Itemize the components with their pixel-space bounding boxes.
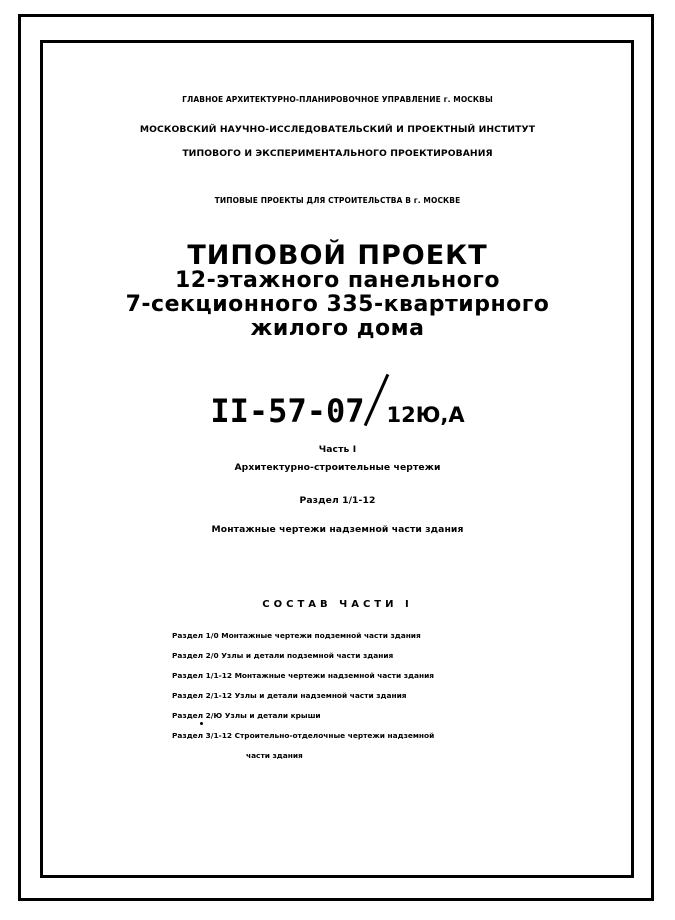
title-line-1: 12-этажного панельного — [175, 268, 500, 293]
section-name: Монтажные чертежи надземной части здания — [211, 524, 464, 535]
institute-line-1: МОСКОВСКИЙ НАУЧНО-ИССЛЕДОВАТЕЛЬСКИЙ И ПРОЕКТНЫЙ ИНСТИТУТ — [139, 124, 536, 135]
project-code-number: II-57-07 — [210, 392, 365, 430]
institute-line-2: ТИПОВОГО И ЭКСПЕРИМЕНТАЛЬНОГО ПРОЕКТИРОВАНИЯ — [182, 148, 493, 159]
composition-item: части здания — [246, 751, 303, 760]
title-line-2: 7-секционного 335-квартирного — [125, 292, 550, 317]
composition-item: Раздел 3/1-12 Строительно-отделочные чертежи надземной — [172, 731, 435, 740]
project-code — [0, 378, 675, 430]
composition-title: СОСТАВ ЧАСТИ I — [262, 599, 413, 610]
project-code-suffix: 12Ю,А — [386, 403, 465, 427]
composition-item: Раздел 1/0 Монтажные чертежи подземной части здания — [172, 631, 421, 640]
series-line: ТИПОВЫЕ ПРОЕКТЫ ДЛЯ СТРОИТЕЛЬСТВА В г. МОСКВЕ — [214, 196, 461, 205]
slash-divider — [365, 378, 387, 428]
part-name: Архитектурно-строительные чертежи — [234, 462, 441, 473]
page-title: ТИПОВОЙ ПРОЕКТ — [187, 240, 488, 271]
title-line-3: жилого дома — [250, 316, 425, 341]
section-label: Раздел 1/1-12 — [299, 495, 376, 506]
composition-item: Раздел 2/1-12 Узлы и детали надземной части здания — [172, 691, 407, 700]
composition-item: Раздел 2/Ю Узлы и детали крыши — [172, 711, 321, 720]
composition-item: Раздел 2/0 Узлы и детали подземной части здания — [172, 651, 394, 660]
mark-dot — [200, 722, 203, 725]
composition-item: Раздел 1/1-12 Монтажные чертежи надземной части здания — [172, 671, 434, 680]
part-label: Часть I — [318, 444, 357, 455]
inner-frame — [40, 40, 634, 878]
ministry-line: ГЛАВНОЕ АРХИТЕКТУРНО-ПЛАНИРОВОЧНОЕ УПРАВЛЕНИЕ г. МОСКВЫ — [182, 95, 493, 104]
